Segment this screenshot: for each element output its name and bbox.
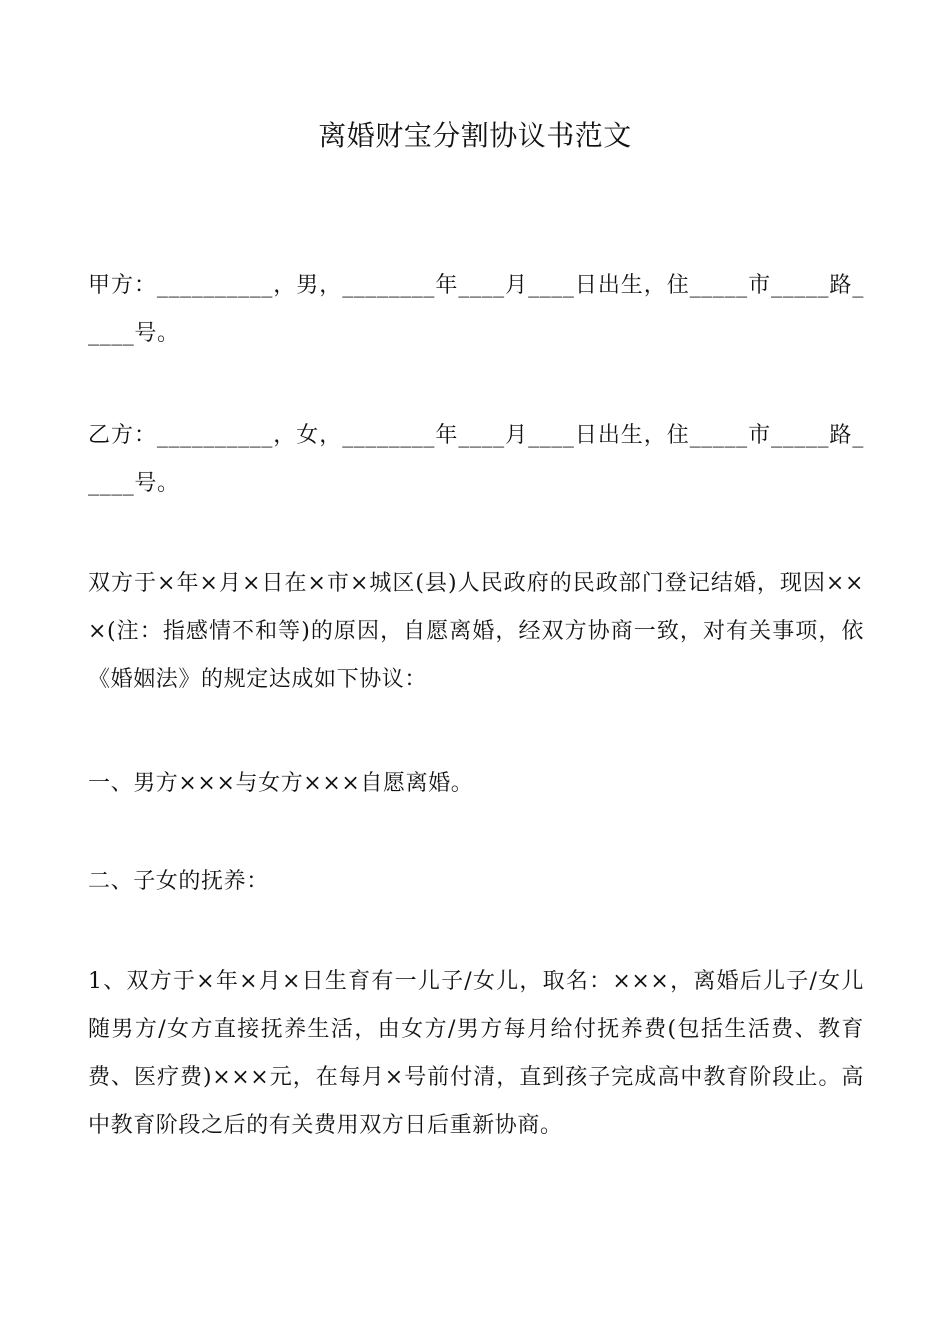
document-title: 离婚财宝分割协议书范文 xyxy=(318,119,632,152)
clause-two-heading: 二、子女的抚养： xyxy=(88,869,269,894)
party-b-paragraph: 乙方：__________，女，________年____月____日出生，住_____市_____路_____号。 xyxy=(88,423,864,496)
clause-two-item-one: 1、双方于×年×月×日生育有一儿子/女儿，取名：×××，离婚后儿子/女儿随男方/女方直接抚养生活，由女方/男方每月给付抚养费(包括生活费、教育费、医疗费)×××元，在每月×号前付清，直到孩子完成高中教育阶段止。高中教育阶段之后的有关费用双方日后重新协商。 xyxy=(88,969,864,1138)
clause-one-paragraph: 一、男方×××与女方×××自愿离婚。 xyxy=(88,771,474,796)
party-a-paragraph: 甲方：__________，男，________年____月____日出生，住_____市_____路_____号。 xyxy=(88,273,864,346)
preamble-paragraph: 双方于×年×月×日在×市×城区(县)人民政府的民政部门登记结婚，现因×××(注：指感情不和等)的原因，自愿离婚，经双方协商一致，对有关事项，依《婚姻法》的规定达成如下协议： xyxy=(88,571,864,692)
